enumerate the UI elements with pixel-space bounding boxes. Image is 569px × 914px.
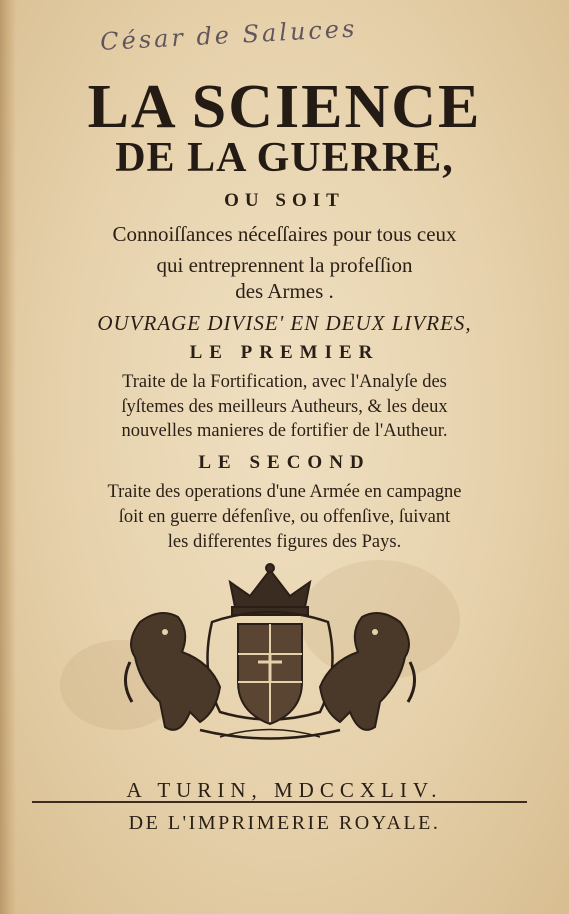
ownership-signature: César de Saluces xyxy=(99,14,358,56)
book-one-heading: LE PREMIER xyxy=(189,342,380,363)
imprint-printer: DE L'IMPRIMERIE ROYALE. xyxy=(128,812,441,834)
book-two-line-2: ſoit en guerre défenſive, ou offenſive, ſuivant xyxy=(118,507,451,527)
title-line-1: LA SCIENCE xyxy=(87,73,482,141)
title-line-3: OU SOIT xyxy=(224,190,345,211)
imprint-place-date: A TURIN, MDCCXLIV. xyxy=(126,778,443,802)
book-two-line-1: Traite des operations d'une Armée en campagne xyxy=(107,482,462,502)
subtitle-line-1: Connoiſſances néceſſaires pour tous ceux xyxy=(112,222,457,246)
subtitle-line-2: qui entreprennent la profeſſion xyxy=(156,253,413,277)
royal-coat-of-arms-engraving xyxy=(120,562,420,747)
book-two-line-3: les differentes figures des Pays. xyxy=(167,532,402,552)
book-one-line-3: nouvelles manieres de fortifier de l'Autheur. xyxy=(121,421,448,441)
book-one-line-2: ſyſtemes des meilleurs Autheurs, & les deux xyxy=(121,397,448,417)
book-one-line-1: Traite de la Fortification, avec l'Analyſe des xyxy=(122,372,447,392)
book-two-heading: LE SECOND xyxy=(198,452,371,473)
work-division-line: OUVRAGE DIVISE' EN DEUX LIVRES, xyxy=(97,311,472,335)
title-line-2: DE LA GUERRE, xyxy=(115,135,454,181)
subtitle-line-3: des Armes . xyxy=(235,279,334,303)
